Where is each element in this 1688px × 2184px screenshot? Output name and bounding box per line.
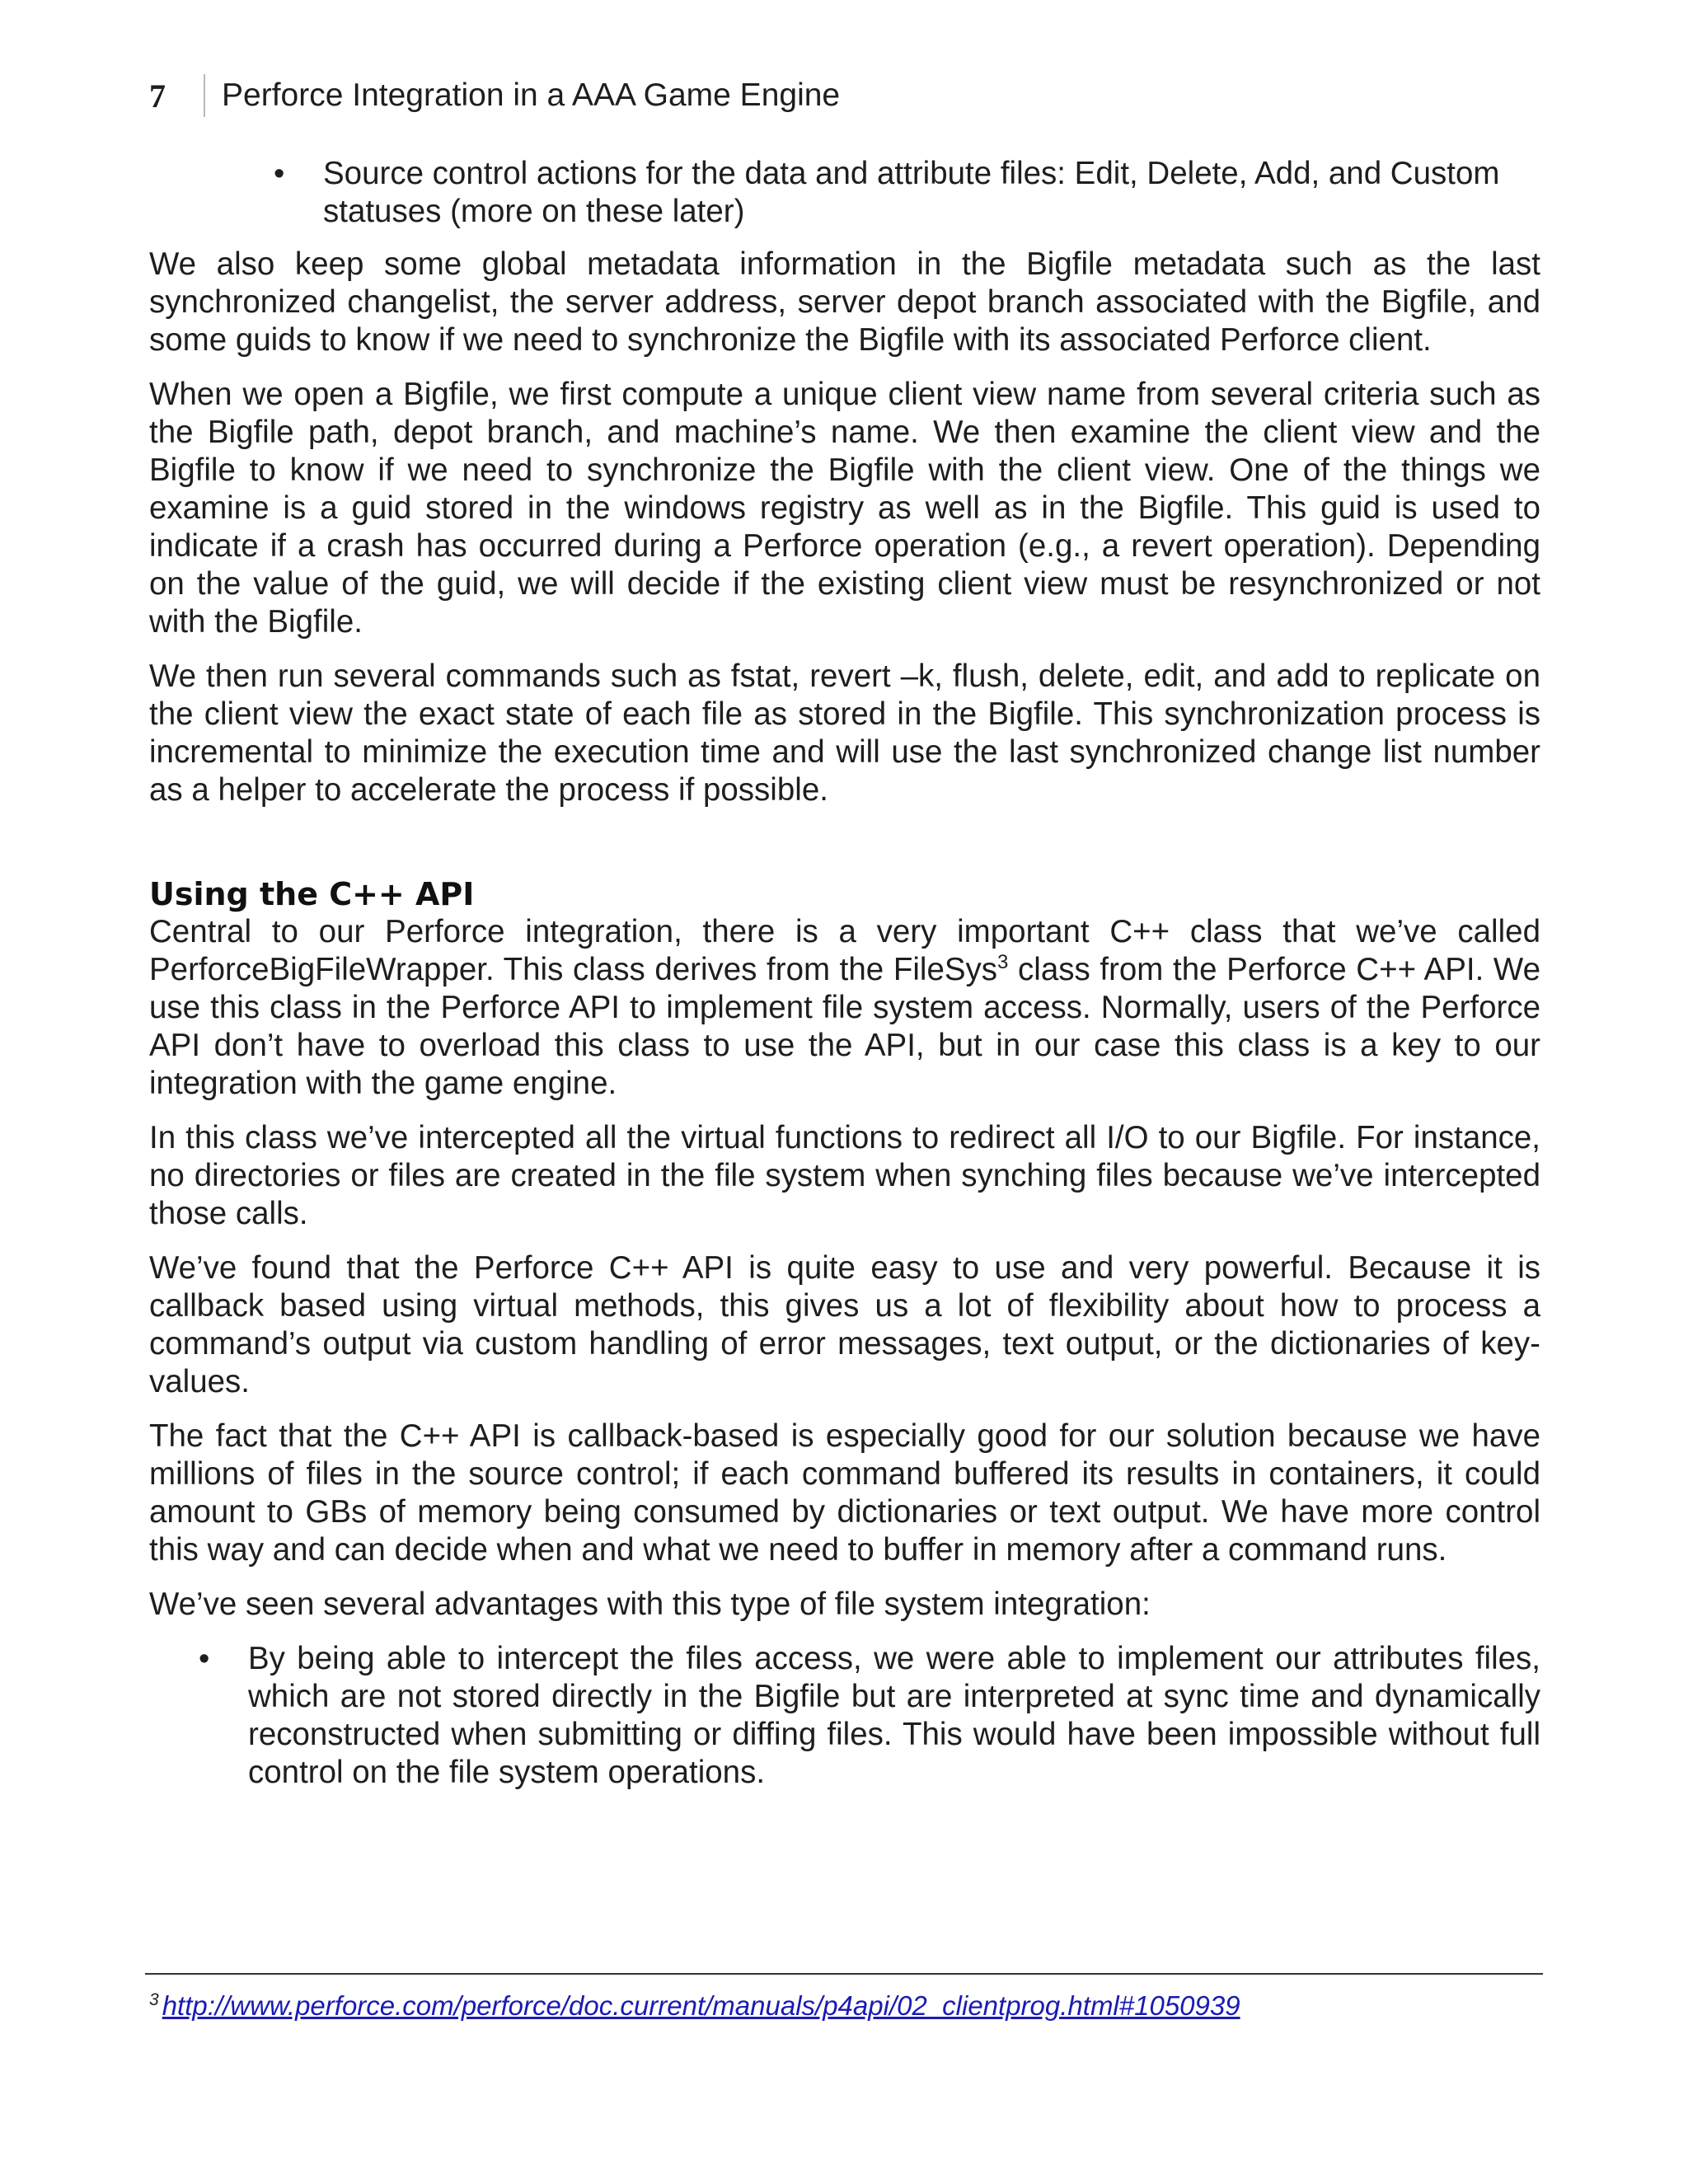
page-number: 7 — [149, 77, 166, 115]
footnote-link[interactable]: http://www.perforce.com/perforce/doc.current/manuals/p4api/02_clientprog.html#1050939 — [162, 1990, 1240, 2021]
paragraph-advantages: We’ve seen several advantages with this type of file system integration: — [149, 1586, 1151, 1622]
footnote-number: 3 — [149, 1990, 159, 2009]
bullet-marker: • — [274, 157, 285, 191]
paragraph-commands: We then run several commands such as fstat, revert –k, flush, delete, edit, and add to replicate on the client view the exact state of each file as stored in the Bigfile. This synchronization process is incremental to minimize the execution time and will use the last synchronized change list number as a helper to accelerate the process if possible. — [149, 658, 1540, 808]
bullet-marker: • — [199, 1642, 210, 1676]
paragraph-text: class from the Perforce C++ API. We use this class in the Perforce API to implement file system access. Normally, users of the Perforce API don’t have to overload this class to use the API, but in our case this class is a key to our integration with the game engine. — [149, 952, 1540, 1101]
body-content — [149, 155, 1540, 1792]
bullet-text: Source control actions for the data and attribute files: Edit, Delete, Add, and Custom statuses (more on these later) — [323, 156, 1500, 229]
paragraph-central-class — [149, 913, 1540, 1103]
top-bullet-list — [149, 155, 1540, 231]
list-item — [149, 1640, 1540, 1792]
page-header — [149, 73, 840, 119]
list-item — [149, 155, 1540, 231]
footnote-reference[interactable]: 3 — [997, 951, 1009, 974]
footnote-divider — [145, 1973, 1543, 1975]
advantages-list — [149, 1640, 1540, 1792]
footnote — [149, 1990, 1240, 2022]
paragraph-open-bigfile: When we open a Bigfile, we first compute a unique client view name from several criteria such as the Bigfile path, depot branch, and machine’s name. We then examine the client view and the Bigfile to know if we need to synchronize the Bigfile with the client view. One of the things we examine is a guid stored in the windows registry as well as in the Bigfile. This guid is used to indicate if a crash has occurred during a Perforce operation (e.g., a revert operation). Depending on the value of the guid, we will decide if the existing client view must be resynchronized or not with the Bigfile. — [149, 377, 1540, 640]
paragraph-text: Central to our Perforce integration, there is a very important C++ class that we’ve called PerforceBigFileWrapper. This class derives from the FileSys — [149, 914, 1540, 987]
bullet-text: By being able to intercept the files access, we were able to implement our attributes files, which are not stored directly in the Bigfile but are interpreted at sync time and dynamically reconstructed when submitting or diffing files. This would have been impossible without full control on the file system operations. — [248, 1641, 1540, 1790]
section-heading: Using the C++ API — [149, 876, 475, 912]
header-divider — [204, 74, 205, 117]
paragraph-metadata: We also keep some global metadata information in the Bigfile metadata such as the last synchronized changelist, the server address, server depot branch associated with the Bigfile, and some guids to know if we need to synchronize the Bigfile with its associated Perforce client. — [149, 246, 1540, 358]
document-title: Perforce Integration in a AAA Game Engine — [222, 77, 841, 113]
paragraph-intercepted: In this class we’ve intercepted all the virtual functions to redirect all I/O to our Bigfile. For instance, no directories or files are created in the file system when synching files because we’ve intercepted those calls. — [149, 1120, 1540, 1231]
paragraph-easy-to-use: We’ve found that the Perforce C++ API is quite easy to use and very powerful. Because it is callback based using virtual methods, this gives us a lot of flexibility about how to process a command’s output via custom handling of error messages, text output, or the dictionaries of key-values. — [149, 1250, 1540, 1399]
paragraph-callback-based: The fact that the C++ API is callback-based is especially good for our solution because we have millions of files in the source control; if each command buffered its results in containers, it could amount to GBs of memory being consumed by dictionaries or text output. We have more control this way and can decide when and what we need to buffer in memory after a command runs. — [149, 1418, 1540, 1568]
